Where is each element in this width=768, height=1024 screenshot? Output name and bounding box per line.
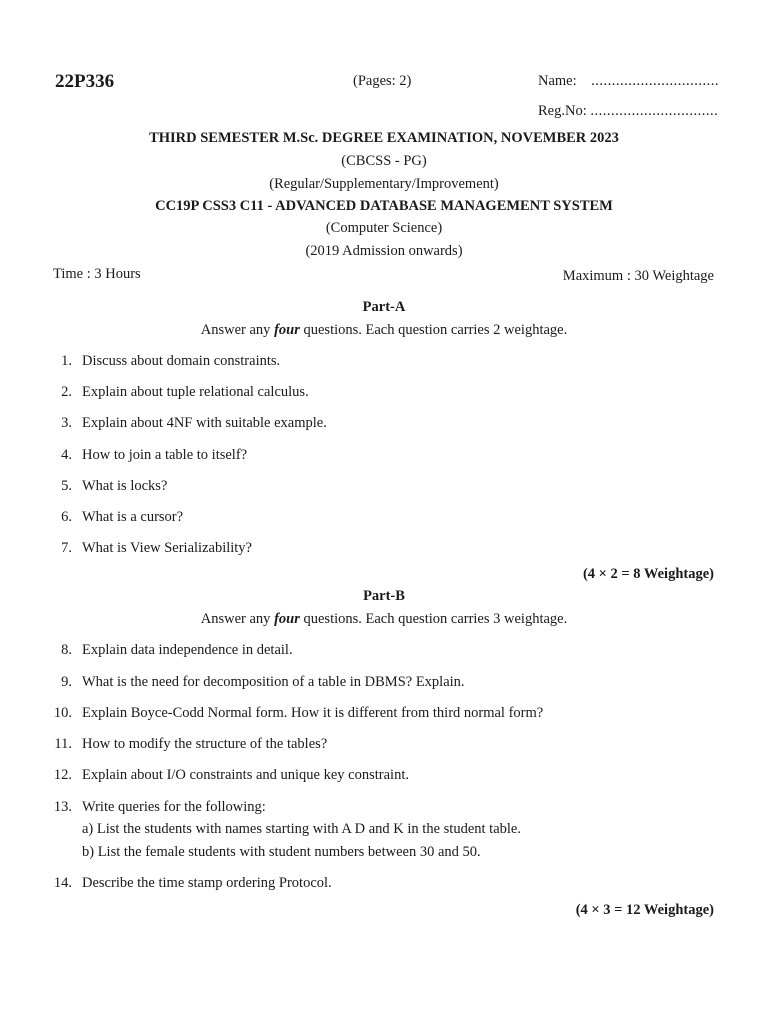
course-title: CC19P CSS3 C11 - ADVANCED DATABASE MANAGEMENT SYSTEM: [155, 198, 613, 214]
question-number: 2.: [61, 384, 72, 400]
exam-scheme: (CBCSS - PG): [341, 153, 427, 169]
part-a-instructions: [0, 322, 768, 339]
question-number: 1.: [61, 353, 72, 369]
exam-duration: Time : 3 Hours: [53, 266, 141, 282]
question-subpart: a) List the students with names starting with A D and K in the student table.: [82, 821, 521, 837]
part-b-title: Part-B: [363, 588, 405, 604]
question-text: What is the need for decomposition of a table in DBMS? Explain.: [82, 674, 465, 690]
part-b-instr-post: questions. Each question carries 3 weightage.: [299, 611, 568, 627]
regno-label: Reg.No:: [538, 103, 587, 119]
regno-blank: ...............................: [590, 103, 719, 119]
question-text: How to join a table to itself?: [82, 447, 248, 463]
question-text: Describe the time stamp ordering Protocol.: [82, 875, 332, 891]
question-number: 6.: [61, 509, 72, 525]
name-blank: ...............................: [591, 73, 720, 89]
question-subpart: b) List the female students with student numbers between 30 and 50.: [82, 844, 481, 860]
question-number: 12.: [53, 767, 72, 783]
part-b-total: (4 × 3 = 12 Weightage): [575, 902, 714, 918]
exam-title: THIRD SEMESTER M.Sc. DEGREE EXAMINATION, NOVEMBER 2023: [149, 130, 619, 146]
question-text: What is View Serializability?: [82, 540, 252, 556]
question-text: Explain about I/O constraints and unique key constraint.: [82, 767, 409, 783]
exam-type: (Regular/Supplementary/Improvement): [269, 176, 499, 192]
part-b-instructions: [0, 611, 768, 628]
question-text: What is locks?: [82, 478, 168, 494]
question-number: 7.: [61, 540, 72, 556]
question-text: Discuss about domain constraints.: [82, 353, 281, 369]
question-text: Explain about tuple relational calculus.: [82, 384, 309, 400]
question-number: 3.: [61, 415, 72, 431]
part-a-total: (4 × 2 = 8 Weightage): [582, 566, 714, 582]
part-a-instr-post: questions. Each question carries 2 weightage.: [299, 322, 568, 338]
question-text: Explain Boyce-Codd Normal form. How it is different from third normal form?: [82, 705, 544, 721]
question-text: How to modify the structure of the tables?: [82, 736, 328, 752]
question-number: 5.: [61, 478, 72, 494]
question-number: 9.: [61, 674, 72, 690]
question-text: Write queries for the following:: [82, 799, 266, 815]
part-b-instr-emphasis: four: [274, 611, 300, 627]
admission-note: (2019 Admission onwards): [305, 243, 463, 259]
question-number: 8.: [61, 642, 72, 658]
question-number: 11.: [54, 736, 72, 752]
regno-field: [538, 103, 718, 120]
part-b-instr-pre: Answer any: [200, 611, 275, 627]
part-a-title: Part-A: [362, 299, 406, 315]
question-text: Explain data independence in detail.: [82, 642, 293, 658]
maximum-weightage: Maximum : 30 Weightage: [562, 268, 714, 284]
question-text: Explain about 4NF with suitable example.: [82, 415, 327, 431]
page-count: (Pages: 2): [353, 73, 412, 89]
part-a-instr-pre: Answer any: [200, 322, 275, 338]
question-number: 14.: [53, 875, 72, 891]
name-field: [538, 73, 719, 90]
question-number: 10.: [53, 705, 72, 721]
subject-name: (Computer Science): [325, 220, 443, 236]
paper-code: 22P336: [55, 71, 115, 92]
name-label: Name:: [538, 73, 577, 89]
question-number: 13.: [53, 799, 72, 815]
question-number: 4.: [61, 447, 72, 463]
part-a-instr-emphasis: four: [274, 322, 300, 338]
question-text: What is a cursor?: [82, 509, 184, 525]
